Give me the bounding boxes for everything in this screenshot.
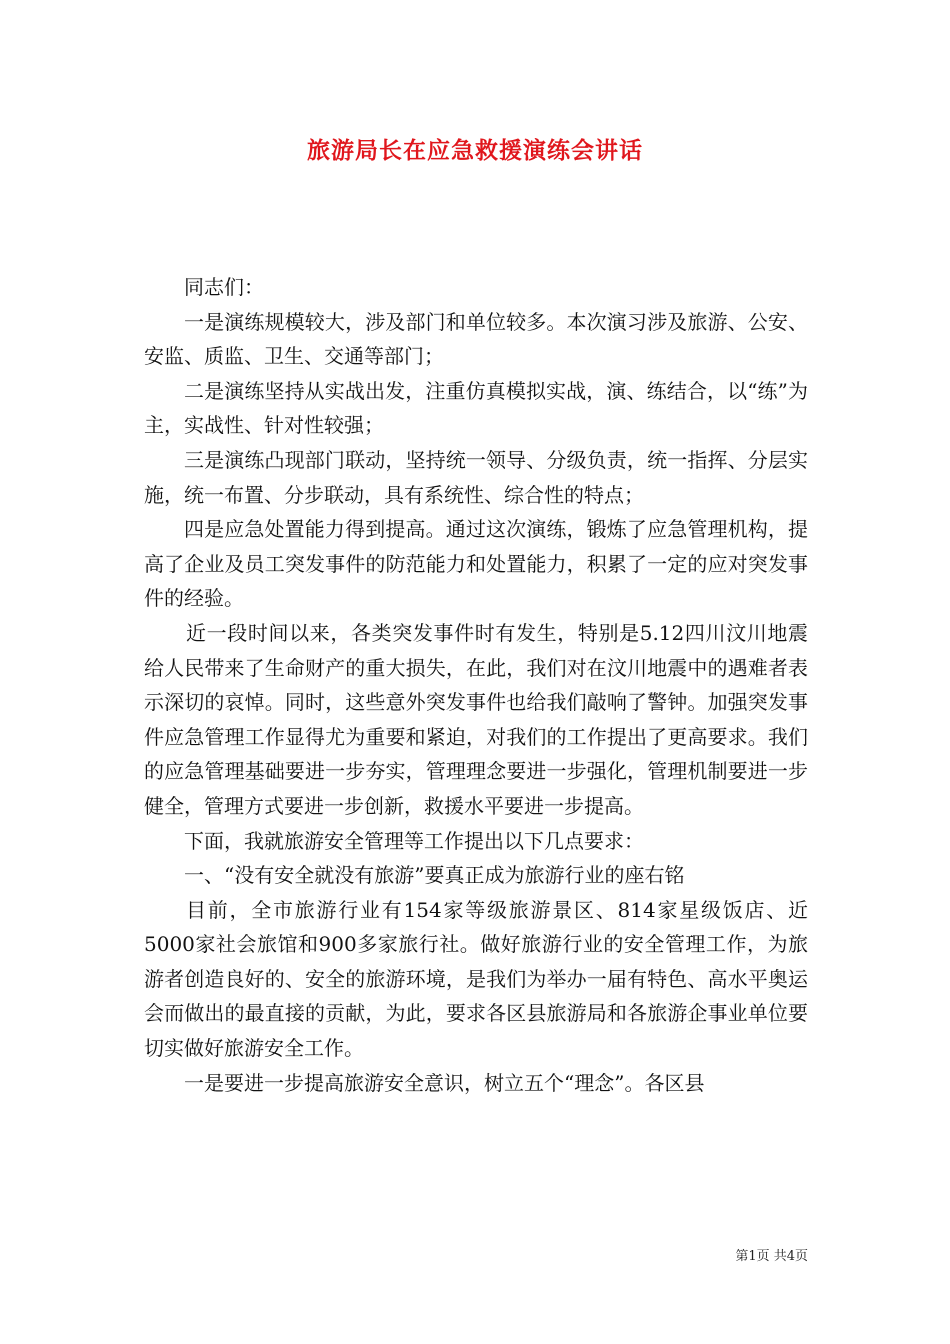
paragraph-point-4: 四是应急处置能力得到提高。通过这次演练，锻炼了应急管理机构，提高了企业及员工突发事件的防范能力和处置能力，积累了一定的应对突发事件的经验。 [144, 517, 808, 611]
paragraph-requirements-intro: 下面，我就旅游安全管理等工作提出以下几点要求： [184, 828, 644, 853]
paragraph-section-heading-1: 一、“没有安全就没有旅游”要真正成为旅游行业的座右铭 [184, 863, 685, 888]
paragraph-point-3: 三是演练凸现部门联动，坚持统一领导、分级负责，统一指挥、分层实施，统一布置、分步联动，具有系统性、综合性的特点； [144, 447, 808, 507]
paragraph-point-1: 一是演练规模较大，涉及部门和单位较多。本次演习涉及旅游、公安、安监、质监、卫生、交通等部门； [144, 309, 808, 369]
paragraph-recent-events: 近一段时间以来，各类突发事件时有发生，特别是5.12四川汶川地震给人民带来了生命财产的重大损失，在此，我们对在汶川地震中的遇难者表示深切的哀悼。同时，这些意外突发事件也给我们敲响了警钟。加强突发事件应急管理工作显得尤为重要和紧迫，对我们的工作提出了更高要求。我们的应急管理基础要进一步夯实，管理理念要进一步强化，管理机制要进一步健全，管理方式要进一步创新，救援水平要进一步提高。 [144, 620, 808, 818]
document-title: 旅游局长在应急救援演练会讲话 [307, 137, 643, 164]
page-number: 第1页 共4页 [735, 1249, 808, 1264]
paragraph-safety-awareness: 一是要进一步提高旅游安全意识，树立五个“理念”。各区县 [184, 1070, 705, 1095]
paragraph-tourism-stats: 目前，全市旅游行业有154家等级旅游景区、814家星级饭店、近5000家社会旅馆和900多家旅行社。做好旅游行业的安全管理工作，为旅游者创造良好的、安全的旅游环境，是我们为举办一届有特色、高水平奥运会而做出的最直接的贡献，为此，要求各区县旅游局和各旅游企事业单位要切实做好旅游安全工作。 [144, 897, 808, 1061]
paragraph-salutation: 同志们： [184, 275, 264, 299]
document-body [144, 270, 808, 1100]
paragraph-point-2: 二是演练坚持从实战出发，注重仿真模拟实战，演、练结合，以“练”为主，实战性、针对性较强； [144, 378, 808, 438]
